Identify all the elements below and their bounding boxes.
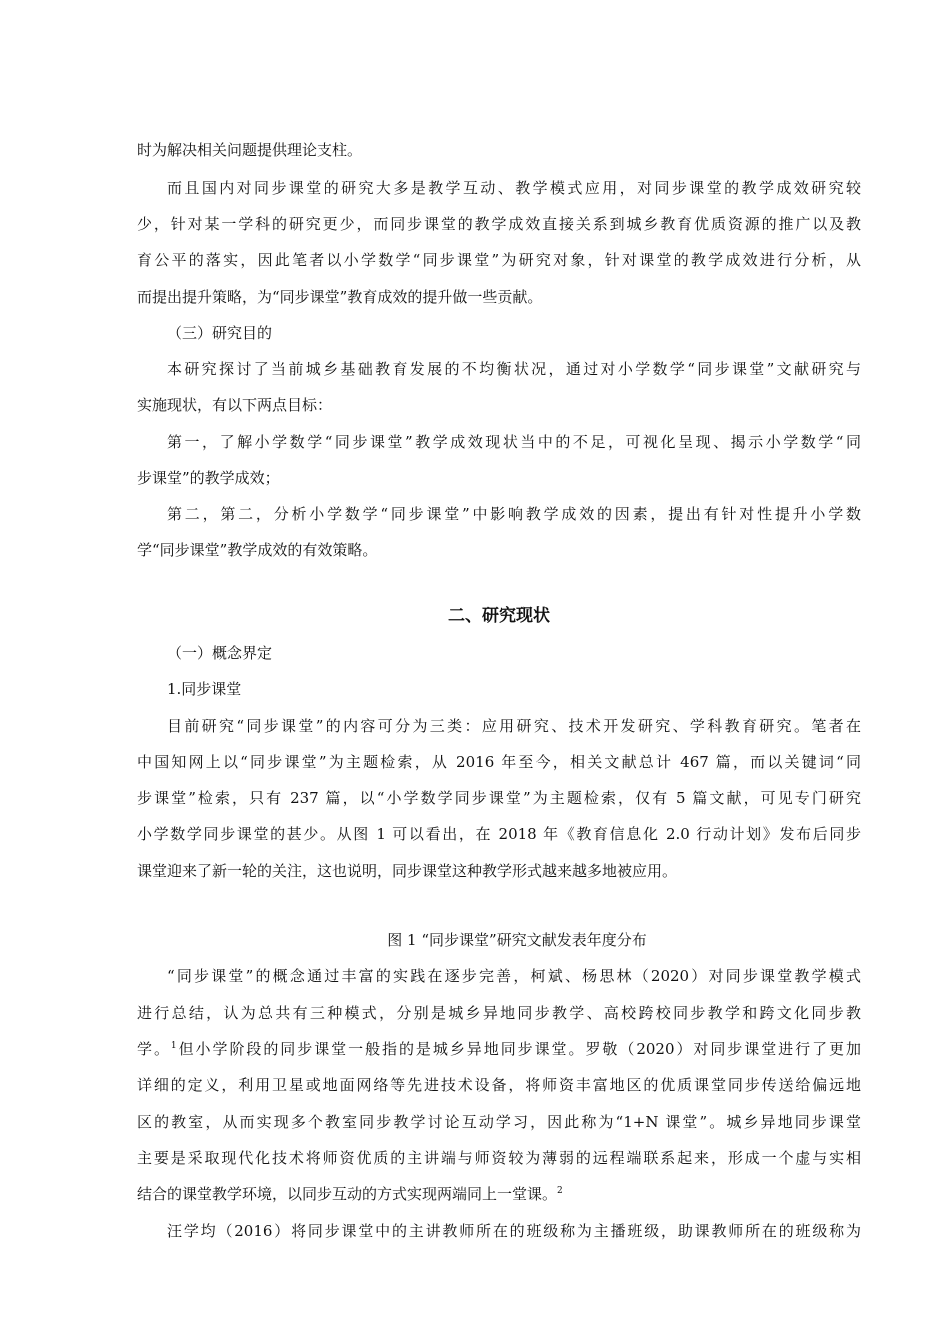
paragraph-line: 中国知网上以“同步课堂”为主题检索，从 2016 年至今，相关文献总计 467 篇，而以关键词“同 [137,753,861,771]
subsection-heading-sync-classroom: 1.同步课堂 [167,680,242,698]
paragraph-line: 课堂迎来了新一轮的关注，这也说明，同步课堂这种教学形式越来越多地被应用。 [137,862,678,880]
paragraph-line: 学“同步课堂”教学成效的有效策略。 [137,541,378,559]
paragraph-line: 步课堂”检索，只有 237 篇，以“小学数学同步课堂”为主题检索，仅有 5 篇文献，可见专门研究 [137,789,861,807]
paragraph-line: 步课堂”的教学成效； [137,469,280,487]
section-heading-research-purpose: （三）研究目的 [167,324,273,342]
paragraph-line: 而且国内对同步课堂的研究大多是教学互动、教学模式应用，对同步课堂的教学成效研究较 [167,179,861,197]
paragraph-line: 少，针对某一学科的研究更少，而同步课堂的教学成效直接关系到城乡教育优质资源的推广以及教 [137,215,861,233]
paragraph-line: 详细的定义，利用卫星或地面网络等先进技术设备，将师资丰富地区的优质课堂同步传送给偏远地 [137,1076,861,1094]
paragraph-line: 时为解决相关问题提供理论支柱。 [137,141,363,159]
paragraph-line: 实施现状，有以下两点目标： [137,396,333,414]
paragraph-line: 汪学均（2016）将同步课堂中的主讲教师所在的班级称为主播班级，助课教师所在的班级称为 [167,1222,861,1240]
paragraph-line: 区的教室，从而实现多个教室同步教学讨论互动学习，因此称为“1+N 课堂”。城乡异地同步课堂 [137,1113,861,1131]
paragraph-line: 主要是采取现代化技术将师资优质的主讲端与师资较为薄弱的远程端联系起来，形成一个虚与实相 [137,1149,861,1167]
footnote-marker[interactable]: 1 [170,1041,177,1051]
paragraph-line: 目前研究“同步课堂”的内容可分为三类：应用研究、技术开发研究、学科教育研究。笔者在 [167,717,861,735]
paragraph-line: 进行总结，认为总共有三种模式，分别是城乡异地同步教学、高校跨校同步教学和跨文化同步教 [137,1004,861,1022]
paragraph-text: 结合的课堂教学环境，以同步互动的方式实现两端同上一堂课。 [137,1185,558,1203]
paragraph-text: 学。 [137,1040,171,1058]
footnote-marker[interactable]: 2 [557,1186,563,1196]
document-page [137,0,861,1344]
chapter-heading-research-status: 二、研究现状 [448,606,550,626]
paragraph-line: 第二，第二，分析小学数学“同步课堂”中影响教学成效的因素，提出有针对性提升小学数 [167,505,861,523]
paragraph-line: “同步课堂”的概念通过丰富的实践在逐步完善，柯斌、杨思林（2020）对同步课堂教学模式 [167,967,861,985]
paragraph-line [137,1039,861,1059]
paragraph-line: 而提出提升策略，为“同步课堂”教育成效的提升做一些贡献。 [137,288,543,306]
paragraph-line [137,1184,563,1204]
paragraph-text: 但小学阶段的同步课堂一般指的是城乡异地同步课堂。罗敬（2020）对同步课堂进行了更加 [176,1040,861,1058]
paragraph-line: 小学数学同步课堂的甚少。从图 1 可以看出，在 2018 年《教育信息化 2.0 行动计划》发布后同步 [137,825,861,843]
paragraph-line: 本研究探讨了当前城乡基础教育发展的不均衡状况，通过对小学数学“同步课堂”文献研究与 [167,360,861,378]
section-heading-concept-definition: （一）概念界定 [167,644,273,662]
figure-caption: 图 1 “同步课堂”研究文献发表年度分布 [387,931,647,949]
paragraph-line: 第一，了解小学数学“同步课堂”教学成效现状当中的不足，可视化呈现、揭示小学数学“同 [167,433,861,451]
paragraph-line: 育公平的落实，因此笔者以小学数学“同步课堂”为研究对象，针对课堂的教学成效进行分析，从 [137,251,861,269]
